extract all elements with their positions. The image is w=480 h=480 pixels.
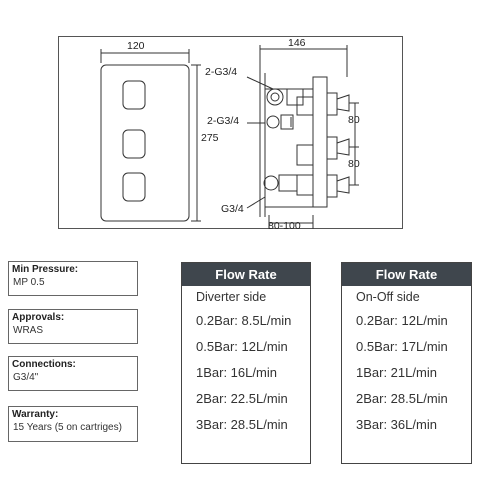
flow-row: 3Bar: 28.5L/min <box>196 417 288 432</box>
technical-drawing <box>58 36 403 229</box>
flow-title: Flow Rate <box>342 263 471 286</box>
spacing-upper-label: 80 <box>348 114 360 126</box>
spec-label: Connections: <box>12 359 76 370</box>
body-depth-label: 80-100 <box>268 220 301 230</box>
bottom-port <box>264 176 278 190</box>
flow-row: 1Bar: 21L/min <box>356 365 437 380</box>
flow-rate-on-off <box>341 262 472 464</box>
flow-row: 0.5Bar: 17L/min <box>356 339 448 354</box>
middle-button-outline <box>123 130 145 158</box>
drawing-svg <box>59 37 404 230</box>
port-bottom-label: G3/4 <box>221 203 244 215</box>
spec-connections <box>8 356 138 391</box>
valve-body <box>265 89 313 207</box>
spec-label: Warranty: <box>12 409 59 420</box>
spec-approvals <box>8 309 138 344</box>
port-mid-label: 2-G3/4 <box>207 115 240 127</box>
bottom-button-outline <box>123 173 145 201</box>
flow-rate-diverter <box>181 262 311 464</box>
top-port <box>267 89 283 105</box>
flow-row: 0.2Bar: 12L/min <box>356 313 448 328</box>
spec-warranty <box>8 406 138 442</box>
port-top-label: 2-G3/4 <box>205 66 238 78</box>
flow-row: 1Bar: 16L/min <box>196 365 277 380</box>
dim-width: 120 <box>127 40 145 52</box>
spec-min-pressure <box>8 261 138 296</box>
spec-value: 15 Years (5 on cartriges) <box>13 422 122 433</box>
mid-port <box>267 116 279 128</box>
dim-height: 275 <box>201 132 219 144</box>
flow-row: 0.5Bar: 12L/min <box>196 339 288 354</box>
flow-row: 2Bar: 22.5L/min <box>196 391 288 406</box>
spec-label: Approvals: <box>12 312 65 323</box>
flow-subtitle: On-Off side <box>356 290 420 304</box>
top-button-outline <box>123 81 145 109</box>
flow-row: 2Bar: 28.5L/min <box>356 391 448 406</box>
spec-value: WRAS <box>13 325 43 336</box>
flow-row: 3Bar: 36L/min <box>356 417 437 432</box>
spec-value: G3/4" <box>13 372 39 383</box>
spacing-lower-label: 80 <box>348 158 360 170</box>
dim-depth: 146 <box>288 37 306 49</box>
flow-title: Flow Rate <box>182 263 310 286</box>
flow-subtitle: Diverter side <box>196 290 267 304</box>
flow-row: 0.2Bar: 8.5L/min <box>196 313 292 328</box>
spec-label: Min Pressure: <box>12 264 79 275</box>
spec-value: MP 0.5 <box>13 277 45 288</box>
